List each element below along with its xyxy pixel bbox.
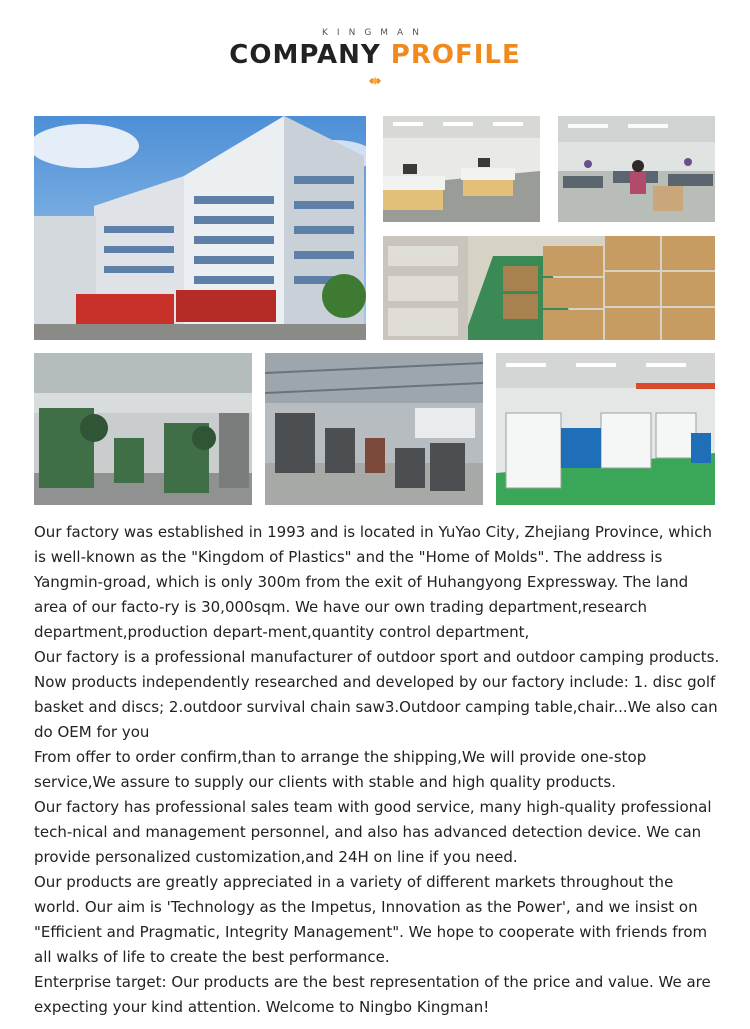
factory-building-icon: [34, 116, 366, 340]
injection-molding-line-photo: [496, 353, 715, 505]
title-word-profile: PROFILE: [390, 40, 521, 70]
office-workstations-photo: [383, 116, 540, 222]
paragraph-target: Enterprise target: Our products are the best representation of the price and value. We are expecting your kind attention. Welcome to Ningbo Kingman!: [34, 973, 711, 1016]
machinery-icon: [265, 353, 483, 505]
factory-building-photo: [34, 116, 366, 340]
heavy-machinery-hall-photo: [265, 353, 483, 505]
paragraph-team: Our factory has professional sales team with good service, many high-quality professional tech-nical and management personnel, and also has advanced detection device. We can provide personalized customization,and 24H on line if you need.: [34, 798, 712, 866]
paragraph-service: From offer to order confirm,than to arrange the shipping,We will provide one-stop service,We assure to supply our clients with stable and high quality products.: [34, 748, 647, 791]
office-icon: [383, 116, 540, 222]
brand-name: KINGMAN: [322, 28, 428, 38]
punch-press-icon: [34, 353, 252, 505]
warehouse-icon: [383, 236, 715, 340]
punch-press-machines-photo: [34, 353, 252, 505]
company-description: [34, 520, 724, 1020]
paragraph-markets: Our products are greatly appreciated in a variety of different markets throughout the world. Our aim is 'Technology as the Impetus, Innovation as the Power', and we insist on "Efficient and Pragmatic, Integrity Management". We hope to cooperate with friends from all walks of life to create the best performance.: [34, 873, 708, 966]
sewing-workshop-photo: [558, 116, 715, 222]
title-word-company: COMPANY: [229, 40, 381, 70]
injection-molding-icon: [496, 353, 715, 505]
page-title: [0, 40, 750, 70]
warehouse-cartons-photo: [383, 236, 715, 340]
paragraph-history: Our factory was established in 1993 and is located in YuYao City, Zhejiang Province, which is well-known as the "Kingdom of Plastics" and the "Home of Molds". The address is Yangmin-groad, which is only 300m from the exit of Huhangyong Expressway. The land area of our facto-ry is 30,000sqm. We have our own trading department,research department,production depart-ment,quantity control department,: [34, 523, 712, 641]
paragraph-products: Our factory is a professional manufacturer of outdoor sport and outdoor camping products. Now products independently researched and developed by our factory include: 1. disc golf basket and discs; 2.outdoor survival chain saw3.Outdoor camping table,chair...We also can do OEM for you: [34, 648, 720, 741]
sewing-workers-icon: [558, 116, 715, 222]
diamond-ornament-icon: [363, 75, 387, 87]
page-header: [0, 0, 750, 100]
